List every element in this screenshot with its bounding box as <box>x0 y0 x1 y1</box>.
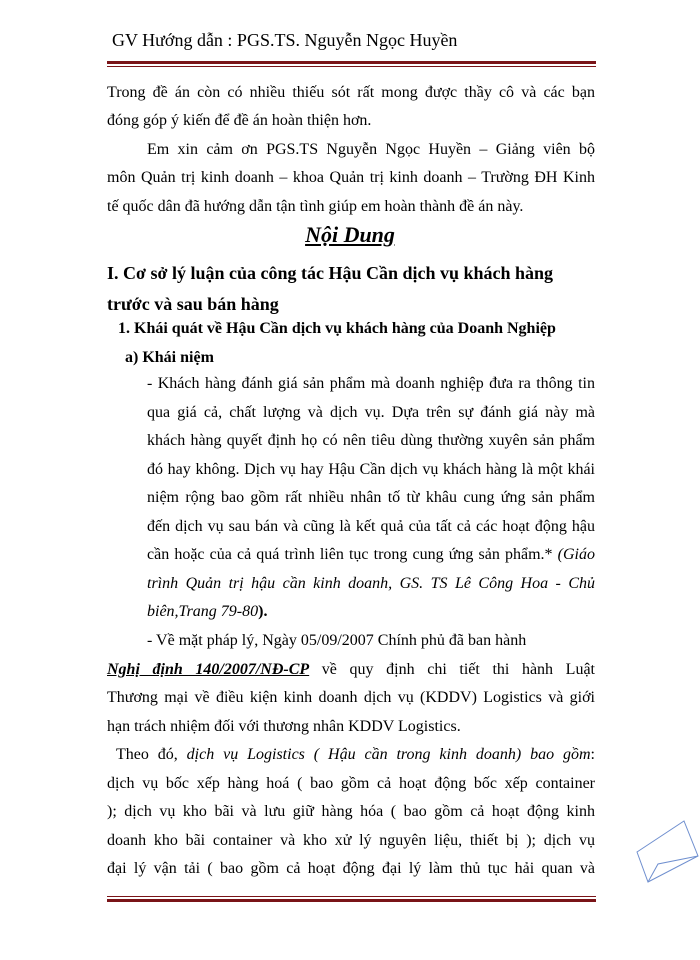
citation-text: biên,Trang 79-80 <box>147 603 259 620</box>
citation-end: ). <box>258 603 268 620</box>
intro-line: Em xin cảm ơn PGS.TS Nguyễn Ngọc Huyền – Giảng viên bộ <box>147 141 595 158</box>
body-line: dịch vụ bốc xếp hàng hoá ( bao gồm cả hoạt động bốc xếp container <box>107 775 595 792</box>
content-title: Nội Dung <box>305 222 395 247</box>
decree-name: Nghị định 140/2007/NĐ-CP <box>107 661 310 678</box>
body-line: qua giá cả, chất lượng và dịch vụ. Dựa trên sự đánh giá này mà <box>147 404 595 421</box>
header-rule <box>107 61 596 67</box>
intro-line: Trong đề án còn có nhiều thiếu sót rất mong được thầy cô và các bạn <box>107 84 595 101</box>
definition-text: dịch vụ Logistics ( Hậu cần trong kinh doanh) bao gồm <box>186 746 591 763</box>
body-text: về quy định chi tiết thi hành Luật <box>309 661 596 678</box>
body-line: doanh kho bãi container và kho xử lý nguyên liệu, thiết bị ); dịch vụ <box>107 832 595 849</box>
body-line: - Khách hàng đánh giá sản phẩm mà doanh nghiệp đưa ra thông tin <box>147 375 595 392</box>
intro-line: tế quốc dân đã hướng dẫn tận tình giúp em hoàn thành đề án này. <box>107 198 524 215</box>
body-line: hạn trách nhiệm đối với thương nhân KDDV Logistics. <box>107 718 461 735</box>
page-header: GV Hướng dẫn : PGS.TS. Nguyễn Ngọc Huyền <box>112 30 458 50</box>
body-line <box>147 541 595 569</box>
body-text: Theo đó, <box>116 746 187 763</box>
section-heading: I. Cơ sở lý luận của công tác Hậu Cần dịch vụ khách hàng trước và sau bán hàng <box>107 263 554 314</box>
body-line: đại lý vận tải ( bao gồm cả hoạt động đại lý làm thủ tục hải quan và <box>107 860 595 877</box>
body-line: Thương mại về điều kiện kinh doanh dịch vụ (KDDV) Logistics và giới <box>107 689 595 706</box>
body-line: đến dịch vụ sau bán và cũng là kết quả của tất cả các hoạt động hậu <box>147 518 595 535</box>
body-line: đó hay không. Dịch vụ hay Hậu Cần dịch vụ khách hàng là một khái <box>147 461 595 478</box>
body-line: ); dịch vụ kho bãi và lưu giữ hàng hóa ( bao gồm cả hoạt động kinh <box>107 803 595 820</box>
citation-line <box>147 598 267 626</box>
intro-line: đóng góp ý kiến để đề án hoàn thiện hơn. <box>107 112 372 129</box>
page-curl-icon <box>634 818 700 884</box>
footer-rule <box>107 896 596 902</box>
body-line: niệm rộng bao gồm rất nhiều nhân tố từ khâu cung ứng sản phẩm <box>147 489 595 506</box>
intro-line: môn Quản trị kinh doanh – khoa Quản trị kinh doanh – Trường ĐH Kinh <box>107 169 595 186</box>
citation-text: (Giáo <box>557 546 595 563</box>
body-line <box>116 741 595 769</box>
subsubsection-heading: a) Khái niệm <box>125 349 214 366</box>
citation-line: trình Quản trị hậu cần kinh doanh, GS. TS Lê Công Hoa - Chủ <box>147 575 595 592</box>
body-line: - Về mặt pháp lý, Ngày 05/09/2007 Chính phủ đã ban hành <box>147 632 527 649</box>
body-text: : <box>590 746 595 763</box>
body-text: cần hoặc của cả quá trình liên tục trong cung ứng sản phẩm.* <box>147 546 558 563</box>
subsection-heading: 1. Khái quát về Hậu Cần dịch vụ khách hàng của Doanh Nghiệp <box>118 320 556 337</box>
body-line <box>107 656 595 684</box>
body-line: khách hàng quyết định họ có nên tiêu dùng thường xuyên sản phẩm <box>147 432 595 449</box>
